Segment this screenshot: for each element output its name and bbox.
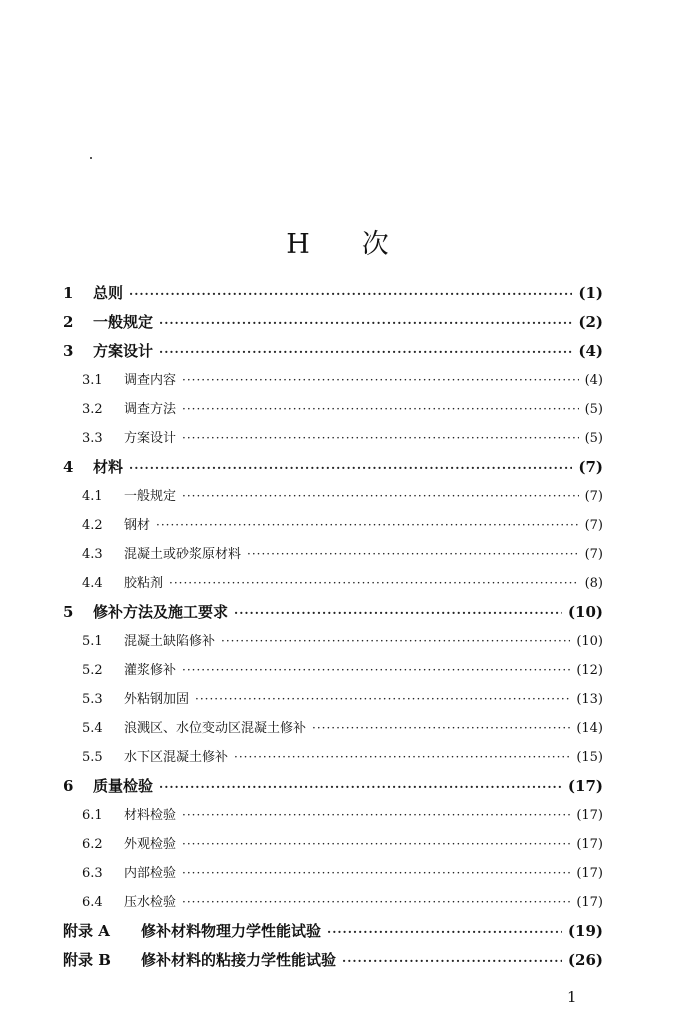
toc-entry[interactable] [63, 949, 603, 978]
dot-leader [129, 287, 572, 301]
toc-entry[interactable] [63, 630, 603, 659]
toc-entry-label: 胶粘剂 [124, 576, 164, 591]
page-number: 1 [567, 988, 577, 1006]
toc-entry-page: (13) [576, 692, 603, 707]
toc-entry[interactable] [63, 833, 603, 862]
toc-entry-label: 方案设计 [124, 431, 177, 446]
dot-leader [221, 634, 570, 648]
toc-entry-page: (1) [578, 284, 603, 302]
dot-leader [182, 489, 579, 503]
dot-leader [195, 692, 570, 706]
toc-entry[interactable] [63, 456, 603, 485]
toc-entry[interactable] [63, 862, 603, 891]
toc-entry-number: 6 [63, 777, 74, 795]
toc-entry-page: (8) [584, 576, 603, 591]
toc-entry-page: (5) [584, 431, 603, 446]
toc-entry-label: 调查内容 [124, 373, 177, 388]
toc-entry[interactable] [63, 920, 603, 949]
toc-entry[interactable] [63, 543, 603, 572]
toc-entry-page: (17) [576, 837, 603, 852]
toc-entry[interactable] [63, 572, 603, 601]
toc-entry[interactable] [63, 804, 603, 833]
dot-leader [182, 431, 579, 445]
toc-entry-page: (7) [584, 518, 603, 533]
toc-entry-number: 5.5 [82, 750, 103, 765]
table-of-contents [63, 282, 603, 978]
toc-entry-label: 浪溅区、水位变动区混凝土修补 [124, 721, 307, 736]
toc-entry[interactable] [63, 746, 603, 775]
dot-leader [234, 606, 562, 620]
toc-entry-number: 5 [63, 603, 74, 621]
toc-entry-page: (2) [578, 313, 603, 331]
dot-leader [247, 547, 579, 561]
toc-entry-page: (26) [567, 951, 603, 969]
toc-entry-number: 1 [63, 284, 74, 302]
toc-entry-page: (17) [576, 808, 603, 823]
toc-entry-number: 5.2 [82, 663, 103, 678]
dot-leader [182, 663, 570, 677]
dot-leader [182, 866, 570, 880]
toc-entry-label: 水下区混凝土修补 [124, 750, 229, 765]
toc-entry[interactable] [63, 514, 603, 543]
toc-entry-label: 一般规定 [124, 489, 177, 504]
toc-entry-label: 外观检验 [124, 837, 177, 852]
dot-leader [327, 925, 562, 939]
dot-leader [182, 808, 570, 822]
toc-entry-number: 4 [63, 458, 74, 476]
toc-entry[interactable] [63, 340, 603, 369]
toc-entry-label: 混凝土或砂浆原材料 [124, 547, 242, 562]
dot-leader [159, 345, 572, 359]
toc-entry-number: 6.3 [82, 866, 103, 881]
dot-leader [159, 780, 562, 794]
toc-entry-number: 附录 B [63, 951, 111, 969]
toc-entry[interactable] [63, 398, 603, 427]
dot-leader [129, 461, 572, 475]
toc-entry-page: (12) [576, 663, 603, 678]
toc-entry-number: 4.1 [82, 489, 103, 504]
dot-leader [169, 576, 579, 590]
toc-entry-label: 修补材料的粘接力学性能试验 [141, 951, 337, 969]
toc-entry-page: (17) [576, 895, 603, 910]
dot-leader [182, 895, 570, 909]
stray-mark [90, 157, 92, 159]
toc-entry-page: (10) [567, 603, 603, 621]
toc-entry-label: 方案设计 [93, 342, 154, 360]
toc-entry[interactable] [63, 485, 603, 514]
toc-entry-label: 材料检验 [124, 808, 177, 823]
toc-entry-label: 混凝土缺陷修补 [124, 634, 216, 649]
dot-leader [182, 373, 579, 387]
toc-entry[interactable] [63, 688, 603, 717]
toc-entry-number: 3.3 [82, 431, 103, 446]
title-char-1: H [286, 229, 310, 260]
toc-entry[interactable] [63, 311, 603, 340]
toc-entry[interactable] [63, 427, 603, 456]
toc-entry[interactable] [63, 369, 603, 398]
toc-entry-page: (7) [584, 489, 603, 504]
toc-entry-page: (7) [584, 547, 603, 562]
toc-entry-number: 3 [63, 342, 74, 360]
toc-entry-number: 4.4 [82, 576, 103, 591]
toc-entry-label: 修补方法及施工要求 [93, 603, 229, 621]
toc-entry-label: 材料 [93, 458, 124, 476]
dot-leader [182, 837, 570, 851]
toc-entry[interactable] [63, 659, 603, 688]
toc-entry-label: 内部检验 [124, 866, 177, 881]
toc-entry-page: (17) [576, 866, 603, 881]
toc-entry-number: 2 [63, 313, 74, 331]
toc-entry-label: 调查方法 [124, 402, 177, 417]
toc-entry-number: 4.2 [82, 518, 103, 533]
toc-entry-number: 6.2 [82, 837, 103, 852]
toc-entry-label: 总则 [93, 284, 124, 302]
toc-entry-number: 3.1 [82, 373, 103, 388]
toc-entry-number: 6.1 [82, 808, 103, 823]
toc-entry-number: 5.4 [82, 721, 103, 736]
toc-entry[interactable] [63, 717, 603, 746]
toc-entry[interactable] [63, 891, 603, 920]
toc-entry-number: 5.1 [82, 634, 103, 649]
toc-entry-number: 5.3 [82, 692, 103, 707]
dot-leader [234, 750, 570, 764]
toc-entry-page: (14) [576, 721, 603, 736]
dot-leader [342, 954, 562, 968]
toc-entry-number: 附录 A [63, 922, 110, 940]
dot-leader [156, 518, 579, 532]
toc-entry-label: 修补材料物理力学性能试验 [141, 922, 322, 940]
toc-entry-label: 压水检验 [124, 895, 177, 910]
toc-entry-page: (5) [584, 402, 603, 417]
toc-entry-page: (7) [578, 458, 603, 476]
dot-leader [159, 316, 572, 330]
toc-entry-page: (19) [567, 922, 603, 940]
toc-entry-label: 一般规定 [93, 313, 154, 331]
toc-entry-page: (15) [576, 750, 603, 765]
toc-entry-page: (17) [567, 777, 603, 795]
toc-entry-label: 外粘钢加固 [124, 692, 190, 707]
toc-entry[interactable] [63, 601, 603, 630]
toc-entry-page: (10) [576, 634, 603, 649]
toc-entry[interactable] [63, 282, 603, 311]
toc-entry-number: 6.4 [82, 895, 103, 910]
dot-leader [312, 721, 570, 735]
page-title [0, 222, 675, 261]
toc-entry-number: 3.2 [82, 402, 103, 417]
toc-entry-label: 灌浆修补 [124, 663, 177, 678]
toc-entry[interactable] [63, 775, 603, 804]
title-char-2: 次 [361, 229, 389, 260]
toc-entry-page: (4) [578, 342, 603, 360]
toc-entry-number: 4.3 [82, 547, 103, 562]
toc-entry-label: 钢材 [124, 518, 151, 533]
toc-entry-page: (4) [584, 373, 603, 388]
toc-entry-label: 质量检验 [93, 777, 154, 795]
dot-leader [182, 402, 579, 416]
